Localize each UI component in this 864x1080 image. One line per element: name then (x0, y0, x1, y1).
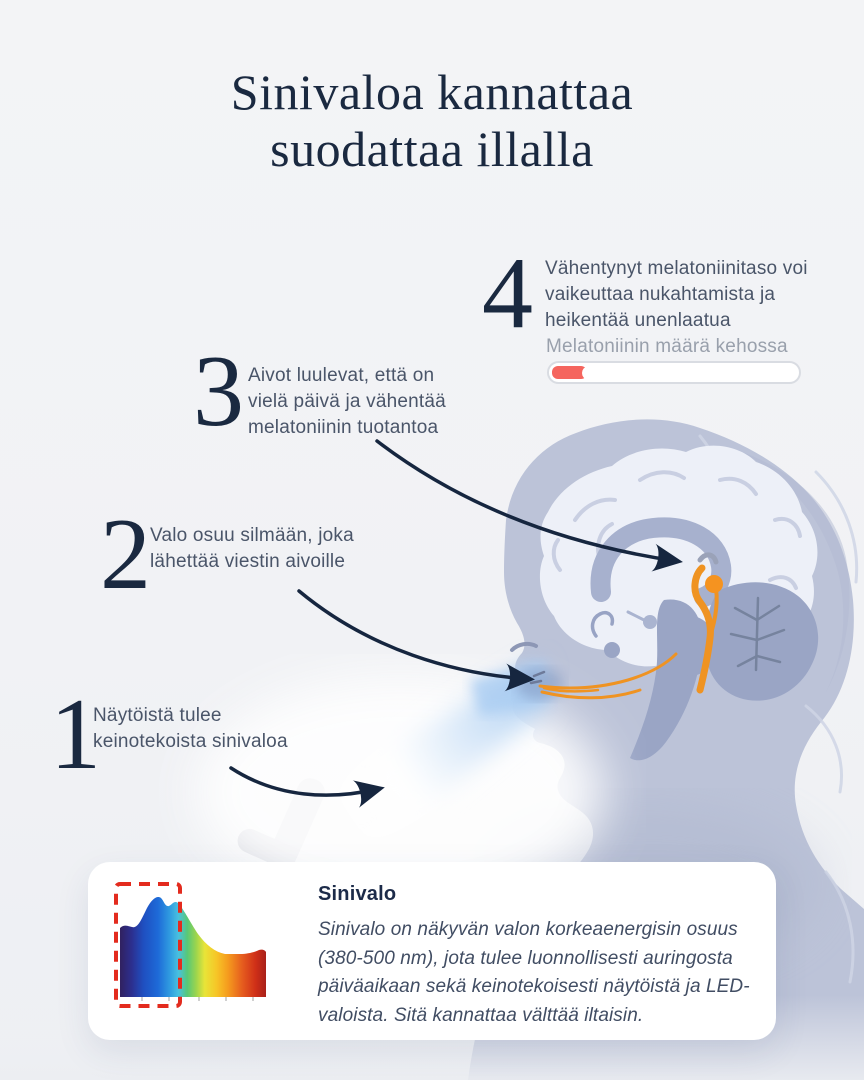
step-3-number: 3 (193, 335, 244, 448)
light-spectrum-chart (110, 870, 280, 1010)
melatonin-meter-label: Melatoniinin määrä kehossa (546, 336, 788, 357)
step-4-text: Vähentynyt melatoniinitaso voi vaikeuttaa nukahtamista ja heikentää unenlaatua (545, 258, 808, 332)
step-1-number: 1 (50, 678, 101, 791)
blue-light-info-card (88, 862, 776, 1040)
melatonin-fill (552, 366, 587, 379)
arrow-step2-to-eye (299, 591, 528, 679)
page-title (0, 64, 864, 178)
spectrum-axis-ticks (142, 997, 253, 1001)
step-4-number: 4 (482, 237, 533, 350)
card-body-text: Sinivalo on näkyvän valon korkeaenergisin osuus (380-500 nm), jota tulee luonnollisesti auringosta päiväaikaan sekä keinotekoisesti näytöistä ja LED-valoista. Sitä kannattaa välttää iltaisin. (318, 919, 750, 1026)
melatonin-meter-track (547, 361, 801, 384)
title-line-1: Sinivaloa kannattaa (230, 64, 634, 120)
arrow-step3-to-pineal (377, 441, 676, 561)
step-2-text: Valo osuu silmään, joka lähettää viestin aivoille (150, 525, 354, 573)
card-heading: Sinivalo (318, 883, 397, 905)
spectrum-area (120, 897, 266, 997)
title-line-2: suodattaa illalla (270, 121, 594, 177)
step-1-text: Näytöistä tulee keinotekoista sinivaloa (93, 705, 288, 753)
step-3-text: Aivot luulevat, että on vielä päivä ja vähentää melatoniinin tuotantoa (248, 365, 446, 439)
step-2-number: 2 (100, 498, 151, 611)
arrow-step1-to-phone (231, 768, 378, 795)
